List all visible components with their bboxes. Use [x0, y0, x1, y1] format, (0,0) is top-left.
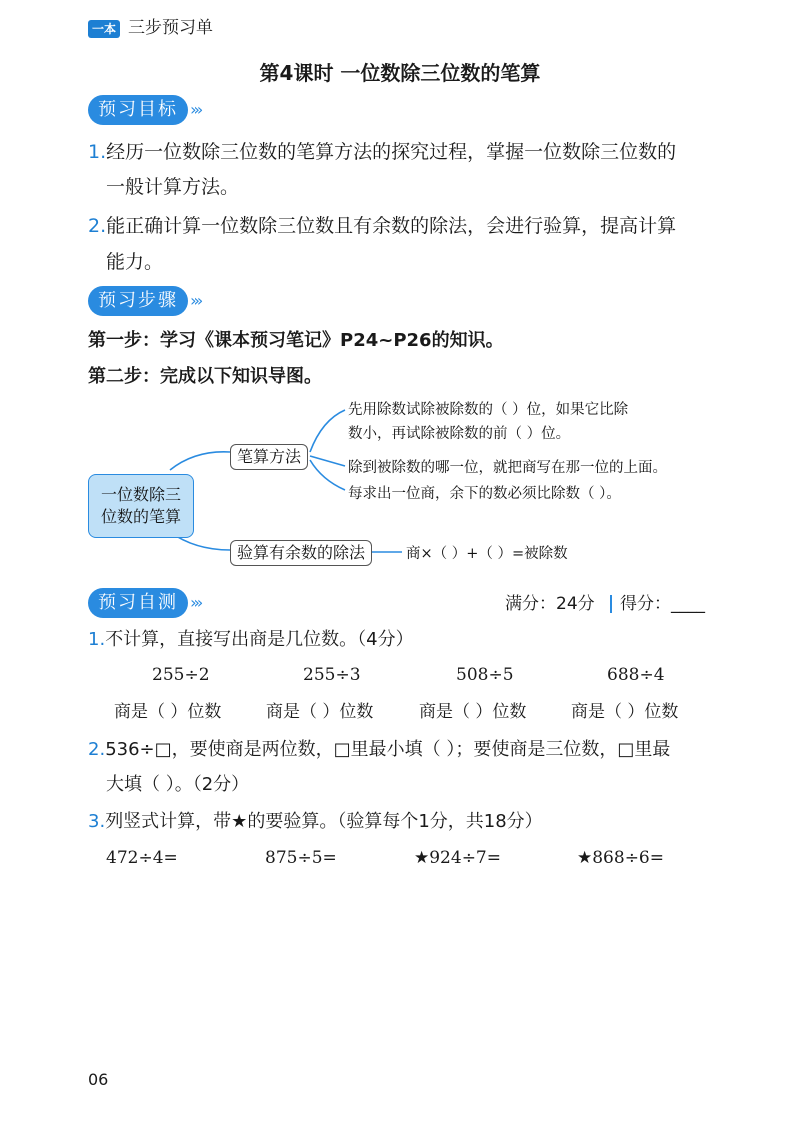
double-arrow-icon: ››› — [188, 291, 201, 310]
goal-2-number: 2. — [88, 215, 107, 237]
q1-expr-4: 688÷4 — [607, 665, 665, 685]
mindmap-leaf-4: 每求出一位商，余下的数必须比除数（ ）。 — [348, 486, 621, 502]
q3-expr-2: 875÷5= — [265, 848, 337, 868]
mindmap-root-line2: 位数的笔算 — [100, 507, 181, 526]
section-test-pill: 预习自测 — [88, 588, 188, 618]
page-number: 06 — [88, 1070, 109, 1089]
goal-2-line1: 能正确计算一位数除三位数且有余数的除法，会进行验算，提高计算 — [106, 215, 677, 237]
goal-item-2 — [88, 212, 676, 240]
step-1: 第一步：学习《课本预习笔记》P24~P26的知识。 — [88, 330, 504, 351]
section-goals-pill: 预习目标 — [88, 95, 188, 125]
q3-number: 3. — [88, 811, 106, 832]
score-got: 得分：____ — [620, 594, 705, 614]
q1-answer-3[interactable]: 商是（ ）位数 — [419, 702, 527, 722]
section-steps-pill: 预习步骤 — [88, 286, 188, 316]
q1-answer-1[interactable]: 商是（ ）位数 — [114, 702, 222, 722]
mindmap-leaf-1: 先用除数试除被除数的（ ）位，如果它比除 — [348, 402, 629, 418]
q3-expr-1: 472÷4= — [106, 848, 178, 868]
q3-expr-4: ★868÷6= — [577, 848, 664, 868]
question-1 — [88, 626, 414, 654]
mindmap-leaf-2: 数小，再试除被除数的前（ ）位。 — [348, 426, 571, 442]
goal-2-line2: 能力。 — [106, 251, 164, 273]
mindmap-branch-method: 笔算方法 — [230, 444, 308, 470]
lesson-title: 第4课时 一位数除三位数的笔算 — [259, 61, 541, 85]
q3-text: 列竖式计算，带★的要验算。（验算每个1分，共18分） — [105, 811, 543, 832]
section-test-header — [88, 588, 200, 618]
mindmap-leaf-check: 商×（ ）+（ ）=被除数 — [406, 546, 568, 562]
q1-answer-2[interactable]: 商是（ ）位数 — [266, 702, 374, 722]
mindmap-root — [88, 474, 194, 538]
goal-1-line2: 一般计算方法。 — [106, 176, 240, 198]
score-total: 满分：24分 — [505, 594, 595, 614]
brand-title: 三步预习单 — [128, 18, 213, 38]
q1-text: 不计算，直接写出商是几位数。（4分） — [105, 629, 414, 650]
q3-expr-3: ★924÷7= — [414, 848, 501, 868]
mindmap-branch-check: 验算有余数的除法 — [230, 540, 372, 566]
mindmap-root-line1: 一位数除三 — [100, 485, 181, 504]
q1-expr-1: 255÷2 — [152, 665, 210, 685]
q2-line2: 大填（ ）。（2分） — [106, 774, 250, 795]
step-2: 第二步：完成以下知识导图。 — [88, 366, 322, 387]
section-steps-header — [88, 286, 200, 316]
goal-item-1 — [88, 138, 676, 166]
double-arrow-icon: ››› — [188, 593, 201, 612]
mindmap-leaf-3: 除到被除数的哪一位，就把商写在那一位的上面。 — [348, 460, 667, 476]
q2-line1: 536÷□，要使商是两位数，□里最小填（ ）；要使商是三位数，□里最 — [105, 739, 671, 760]
section-goals-header — [88, 95, 200, 125]
q1-expr-2: 255÷3 — [303, 665, 361, 685]
brand-logo: 一本 — [88, 20, 120, 38]
goal-1-number: 1. — [88, 141, 107, 163]
goal-1-line1: 经历一位数除三位数的笔算方法的探究过程，掌握一位数除三位数的 — [106, 141, 677, 163]
question-2 — [88, 736, 670, 764]
score-divider — [610, 595, 612, 613]
double-arrow-icon: ››› — [188, 100, 201, 119]
q1-answer-4[interactable]: 商是（ ）位数 — [571, 702, 679, 722]
question-3 — [88, 808, 543, 836]
q1-expr-3: 508÷5 — [456, 665, 514, 685]
q1-number: 1. — [88, 629, 106, 650]
q2-number: 2. — [88, 739, 106, 760]
